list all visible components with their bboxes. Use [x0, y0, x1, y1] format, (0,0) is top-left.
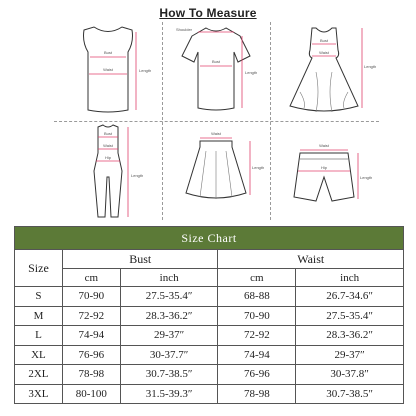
garment-label: Length [364, 64, 377, 69]
sleeveless-top-diagram [54, 22, 162, 121]
size-cell: M [15, 306, 63, 326]
size-cell: S [15, 287, 63, 307]
waist-inch-cell: 27.5-35.4″ [296, 306, 404, 326]
bust-inch-cell: 29-37″ [120, 326, 218, 346]
waist-inch-cell: 29-37″ [296, 345, 404, 365]
table-row [15, 345, 404, 365]
waist-cm-cell: 72-92 [218, 326, 296, 346]
page-title: How To Measure [159, 6, 257, 20]
unit-header: inch [296, 269, 404, 287]
waist-cm-cell: 70-90 [218, 306, 296, 326]
shorts-diagram [270, 121, 378, 220]
size-column-header: Size [15, 250, 63, 287]
bust-inch-cell: 30-37.7″ [120, 345, 218, 365]
tshirt-diagram [162, 22, 270, 121]
waist-inch-cell: 28.3-36.2″ [296, 326, 404, 346]
table-row [15, 306, 404, 326]
unit-header: cm [62, 269, 120, 287]
garment-label: Waist [211, 131, 221, 136]
size-cell: 3XL [15, 384, 63, 404]
table-row [15, 384, 404, 404]
garment-label: Bust [319, 38, 329, 43]
garment-label: Waist [319, 50, 329, 55]
garment-label: Length [252, 165, 265, 170]
waist-cm-cell: 76-96 [218, 365, 296, 385]
bust-cm-cell: 74-94 [62, 326, 120, 346]
size-chart-title: Size Chart [15, 227, 404, 250]
garment-label: Shoulder [175, 27, 192, 32]
waist-cm-cell: 78-98 [218, 384, 296, 404]
waist-inch-cell: 30.7-38.5″ [296, 384, 404, 404]
garment-label: Bust [103, 131, 113, 136]
jumpsuit-diagram [54, 121, 162, 220]
garment-label: Hip [104, 155, 112, 160]
table-row [15, 326, 404, 346]
garment-label: Waist [319, 143, 329, 148]
size-chart-table [14, 226, 404, 404]
bust-inch-cell: 28.3-36.2″ [120, 306, 218, 326]
size-cell: L [15, 326, 63, 346]
skirt-diagram [162, 121, 270, 220]
bust-cm-cell: 80-100 [62, 384, 120, 404]
bust-cm-cell: 78-98 [62, 365, 120, 385]
measure-guide-grid [54, 22, 379, 220]
garment-label: Length [131, 173, 144, 178]
garment-label: Waist [103, 67, 113, 72]
dress-diagram [270, 22, 378, 121]
unit-header: cm [218, 269, 296, 287]
waist-cm-cell: 68-88 [218, 287, 296, 307]
garment-label: Length [139, 68, 152, 73]
waist-inch-cell: 26.7-34.6″ [296, 287, 404, 307]
size-cell: 2XL [15, 365, 63, 385]
bust-cm-cell: 70-90 [62, 287, 120, 307]
garment-label: Bust [211, 59, 221, 64]
unit-header: inch [120, 269, 218, 287]
table-row [15, 365, 404, 385]
bust-inch-cell: 30.7-38.5″ [120, 365, 218, 385]
waist-inch-cell: 30-37.8″ [296, 365, 404, 385]
garment-label: Length [360, 175, 373, 180]
bust-inch-cell: 31.5-39.3″ [120, 384, 218, 404]
garment-label: Hip [320, 165, 328, 170]
garment-label: Waist [103, 143, 113, 148]
table-row [15, 287, 404, 307]
bust-cm-cell: 72-92 [62, 306, 120, 326]
waist-group-header: Waist [218, 250, 404, 269]
garment-label: Bust [103, 50, 113, 55]
size-cell: XL [15, 345, 63, 365]
bust-cm-cell: 76-96 [62, 345, 120, 365]
bust-inch-cell: 27.5-35.4″ [120, 287, 218, 307]
bust-group-header: Bust [62, 250, 218, 269]
waist-cm-cell: 74-94 [218, 345, 296, 365]
garment-label: Length [245, 70, 258, 75]
